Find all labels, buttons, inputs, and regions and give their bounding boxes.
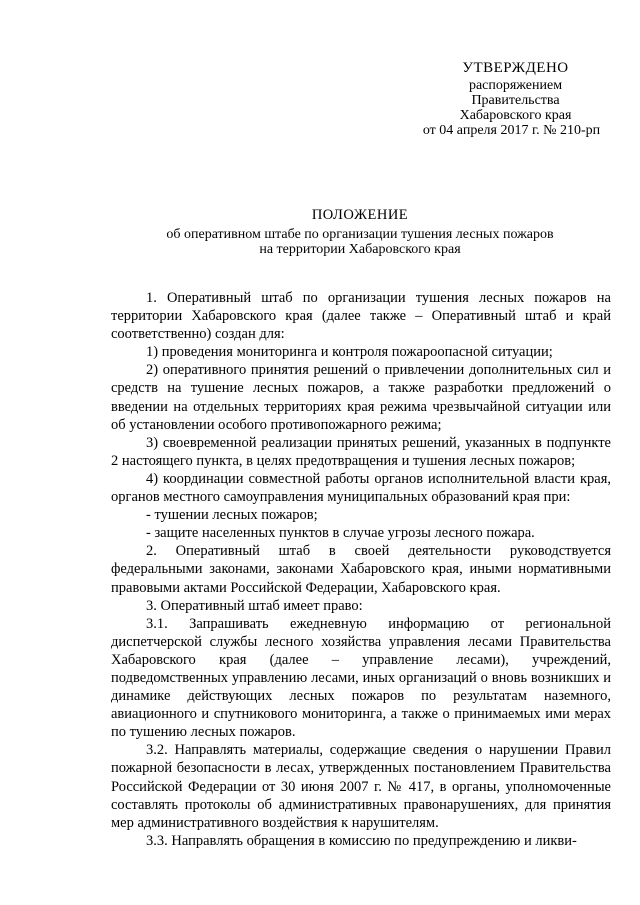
approval-line-2: Правительства	[471, 93, 560, 108]
approval-stamp	[408, 58, 623, 138]
document-title: ПОЛОЖЕНИЕ	[311, 207, 409, 223]
paragraph-1: 1. Оперативный штаб по организации тушения лесных пожаров на территории Хабаровского края (далее также – Оперативный штаб и край соответственно) создан для:	[111, 290, 611, 343]
document-subtitle-line-1: об оперативном штабе по организации тушения лесных пожаров	[166, 227, 554, 242]
paragraph-3-3: 3.3. Направлять обращения в комиссию по предупреждению и ликви-	[146, 832, 577, 849]
paragraph-1-item-3: 3) своевременной реализации принятых решений, указанных в подпункте 2 настоящего пункта, в целях предотвращения и тушения лесных пожаров;	[111, 434, 611, 469]
approval-line-3: Хабаровского края	[459, 108, 572, 123]
document-body	[111, 289, 611, 850]
paragraph-1-item-4: 4) координации совместной работы органов исполнительной власти края, органов местного самоуправления муниципальных образований края при:	[111, 470, 611, 506]
paragraph-1-subitem-1: - тушении лесных пожаров;	[146, 507, 318, 524]
paragraph-3-2: 3.2. Направлять материалы, содержащие сведения о нарушении Правил пожарной безопасности в лесах, утвержденных постановлением Правительства Российской Федерации от 30 июня 2007 г. № 417, в органы, уполномоченные составлять протоколы об административных правонарушениях, для принятия мер административного воздействия к нарушителям.	[111, 742, 611, 831]
paragraph-2: 2. Оперативный штаб в своей деятельности руководствуется федеральными законами, законами Хабаровского края, иными нормативными правовыми актами Российской Федерации, Хабаровского края.	[111, 543, 611, 596]
paragraph-3: 3. Оперативный штаб имеет право:	[146, 597, 363, 614]
paragraph-3-1: 3.1. Запрашивать ежедневную информацию от региональной диспетчерской службы лесного хозяйства управления лесами Правительства Хабаровского края (далее – управление лесами), учреждений, подведомственных управлению лесами, иных организаций о вновь возникших и динамике действующих лесных пожаров по результатам наземного, авиационного и спутникового мониторинга, а также о принимаемых ими мерах по тушению лесных пожаров.	[111, 615, 611, 741]
document-subtitle-line-2: на территории Хабаровского края	[259, 241, 461, 257]
approval-heading: УТВЕРЖДЕНО	[462, 60, 569, 76]
approval-line-1: распоряжением	[468, 78, 563, 93]
paragraph-1-item-2: 2) оперативного принятия решений о привлечении дополнительных сил и средств на тушение лесных пожаров, а также разработки предложений о введении на отдельных территориях края режима чрезвычайной ситуации или об установлении особого противопожарного режима;	[111, 362, 611, 433]
paragraph-1-item-1: 1) проведения мониторинга и контроля пожароопасной ситуации;	[146, 344, 553, 361]
document-title-block	[100, 206, 620, 257]
paragraph-1-subitem-2: - защите населенных пунктов в случае угрозы лесного пожара.	[146, 525, 535, 542]
approval-date: от 04 апреля 2017 г. № 210-рп	[422, 123, 601, 138]
